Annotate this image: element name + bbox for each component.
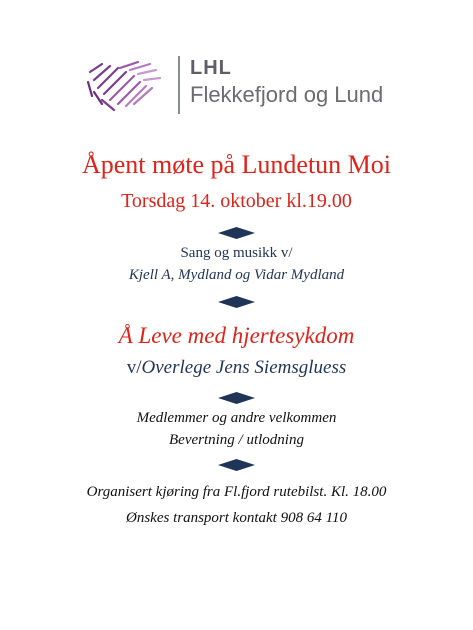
logo-brand: LHL [190,57,232,79]
talk-topic: Å Leve med hjertesykdom [118,323,355,348]
diamond-divider-icon [218,227,255,239]
talk-speaker [0,357,473,379]
speaker-name: Overlege Jens Siemsgluess [141,357,347,378]
diamond-divider-icon [218,459,255,471]
transport-line-1: Organisert kjøring fra Fl.fjord rutebilst. Kl. 18.00 [86,484,387,500]
event-date: Torsdag 14. oktober kl.19.00 [121,190,352,212]
logo-subtitle: Flekkefjord og Lund [190,82,384,107]
diamond-divider-icon [218,296,255,308]
transport-line-2: Ønskes transport kontakt 908 64 110 [126,510,347,526]
lhl-heart-logo-icon [80,52,166,116]
music-heading: Sang og musikk v/ [180,245,293,261]
music-performers: Kjell A, Mydland og Vidar Mydland [128,267,345,283]
speaker-prefix: v/ [126,357,142,378]
refreshments-text: Bevertning / utlodning [169,432,304,448]
logo-divider [178,56,180,114]
diamond-divider-icon [218,392,255,404]
welcome-text: Medlemmer og andre velkommen [136,410,337,426]
logo-text [190,58,383,106]
event-title: Åpent møte på Lundetun Moi [81,150,392,179]
